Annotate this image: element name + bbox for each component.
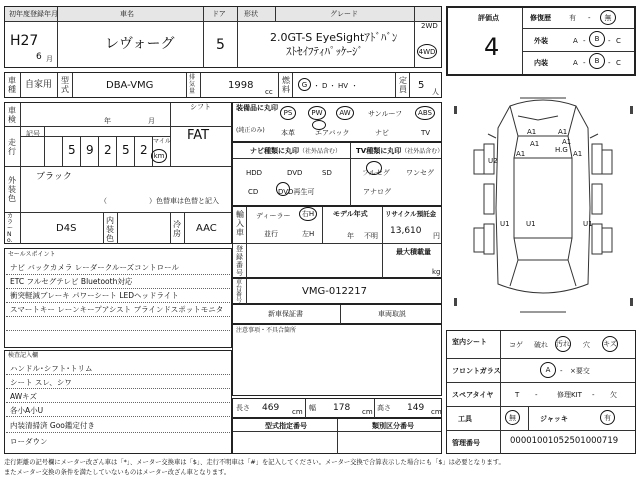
navi-cd: CD [248, 188, 259, 196]
fuel-hv: HV [338, 82, 349, 90]
shift-label: シフト [190, 103, 211, 111]
fuel-d: D [322, 82, 328, 90]
ac-value: AAC [196, 223, 217, 234]
equip-navi: ナビ [375, 129, 389, 137]
recycle-label: リサイクル預託金 [385, 210, 437, 218]
navi-dvd-play-mark [276, 182, 290, 196]
tv-oneseg: ワンセグ [406, 169, 434, 177]
recycle-unit: 円 [433, 232, 440, 240]
spare-label: スペアタイヤ [452, 391, 494, 399]
import-right-h-circled: 右H [299, 207, 317, 221]
fuel-dot3: ・ [351, 82, 358, 90]
tv-fullseg-mark [366, 161, 382, 175]
shaken-month-label: 月 [148, 117, 155, 125]
import-label: 輸入車 [236, 210, 244, 237]
model-value: DBA-VMG [106, 80, 154, 91]
equip-pw-circled: PW [308, 106, 326, 120]
navi-dvd-play: DVD再生可 [278, 188, 315, 196]
spare-dot2: - [592, 391, 595, 399]
fuel-label: 燃料 [282, 76, 290, 94]
repair-yes: 有 [569, 14, 576, 22]
interior-grade-dash2: - [608, 59, 611, 67]
equipment-subtitle: (純正のみ) [236, 127, 265, 134]
sales-line-3: 衝突軽減ブレーキ パワーシート LEDヘッドライト [10, 291, 179, 300]
sales-line-4: スマートキー レーンキープアシスト ブラインドスポットモニタ [10, 305, 224, 314]
drive-2wd: 2WD [421, 22, 438, 30]
score-label: 評価点 [478, 14, 499, 22]
front-glass-dash: - [560, 367, 563, 375]
jack-label: ジャッキ [540, 415, 568, 423]
color-code-label: カラーNo. [7, 213, 14, 244]
chassis-label: 車台番号 [236, 279, 243, 304]
notes-label: 注意事項・不具合箇所 [236, 327, 297, 334]
spare-kit: 修理KIT [557, 391, 582, 399]
footnote-line1: 走行距離の記号欄にメーター改ざん車は「*」、メーター交換車は「$」、走行不明車は「#」を記入してください。メーター交換で合算表示した場合にも「$」は必要となります。 [4, 459, 505, 466]
length-unit: cm [292, 408, 303, 416]
docs-box [232, 304, 442, 324]
first-reg-month: 6 [36, 52, 42, 62]
sales-line-1: ナビ バックカメラ レーダークルーズコントロール [10, 263, 180, 272]
equip-sunroof: サンルーフ [368, 110, 403, 118]
inspector-line-2: シート スレ、シワ [10, 378, 72, 387]
first-reg-label: 初年度登録年月 [9, 10, 58, 18]
max-load-unit: kg [432, 268, 441, 276]
tools-label: 工具 [458, 415, 472, 423]
footnote-line2: またメーター交換の条件を満たしていないものはメーター改ざん車となります。 [4, 469, 231, 476]
car-name-label: 車名 [120, 10, 134, 18]
tools-value-circled: 無 [505, 410, 520, 425]
model-year-year: 年 [347, 232, 354, 240]
spare-dot1: - [535, 391, 538, 399]
inspector-line-5: 内装清掃済 Goo鑑定付き [10, 421, 95, 430]
navi-dvd: DVD [287, 169, 303, 177]
exterior-grade-b-circled: B [589, 31, 605, 47]
seat-stain-circled: 汚れ [555, 336, 571, 352]
exterior-label: 外装色 [8, 176, 16, 203]
grade-line2: ｽﾄｾｲﾌﾃｨﾊﾟｯｹｰｼﾞ [286, 45, 363, 58]
damage-mark-a1-right-side: A1 [573, 150, 583, 158]
tv-fullseg: フルセグ [362, 169, 390, 177]
capacity-value: 5 [418, 80, 425, 91]
shaken-label: 車検 [8, 106, 16, 124]
sales-title: セールスポイント [8, 251, 56, 258]
navi-hdd: HDD [246, 169, 263, 177]
interior-seat-label: 室内シート [452, 338, 487, 346]
manage-label: 管理番号 [452, 439, 480, 447]
car-body-diagram [448, 88, 638, 326]
max-load-label: 最大積載量 [396, 248, 431, 256]
front-glass-a-circled: A [540, 362, 556, 378]
first-reg-year: H27 [10, 33, 39, 49]
equip-airbag-mark [312, 120, 326, 130]
front-glass-x: ×要交 [570, 367, 590, 375]
interior-grade-a: A [573, 59, 578, 67]
navi-sd: SD [322, 169, 332, 177]
km-circled: km [151, 149, 167, 163]
drive-4wd-circled: 4WD [417, 44, 437, 59]
inspector-line-3: AWキズ [10, 392, 37, 401]
spare-t: T [515, 391, 520, 399]
exterior-grade-dash1: - [583, 37, 586, 45]
exterior-color: ブラック [36, 172, 72, 182]
mileage-digit-5: 2 [140, 143, 148, 157]
interior-grade-b-circled: B [589, 53, 605, 69]
shift-value: FAT [187, 128, 210, 143]
height-label: 高さ [377, 404, 391, 412]
width-value: 178 [333, 403, 351, 413]
equipment-title: 装備品に丸印 [236, 104, 278, 112]
mile-label: マイル [153, 138, 171, 145]
capacity-unit: 人 [432, 88, 439, 96]
exterior-note-open: （ [100, 197, 107, 205]
width-label: 幅 [309, 404, 316, 412]
damage-mark-u1-mid: U1 [526, 220, 536, 228]
import-dealer: ディーラー [256, 212, 291, 220]
seat-tear: 破れ [534, 341, 548, 349]
equip-airbag: エアバック [315, 129, 350, 137]
displacement-label: 排気量 [189, 74, 196, 95]
displacement-value: 1998 [228, 80, 254, 91]
displacement-unit: cc [265, 88, 273, 96]
grade-label: グレード [330, 10, 358, 18]
manual: 車両取説 [378, 310, 406, 318]
exterior-grade-a: A [573, 37, 578, 45]
recycle-value: 13,610 [390, 226, 422, 236]
mileage-digit-2: 9 [86, 143, 94, 157]
interior-grade-dash1: - [583, 59, 586, 67]
mileage-digit-1: 5 [68, 143, 76, 157]
exterior-grade-dash2: - [608, 37, 611, 45]
damage-mark-u1-left: U1 [500, 220, 510, 228]
length-label: 長さ [236, 404, 250, 412]
seat-scratch-circled: キズ [602, 336, 618, 352]
doors-label: ドア [212, 10, 226, 18]
equip-tv: TV [421, 129, 431, 137]
equip-ps-circled: PS [280, 106, 296, 120]
navi-title: ナビ種類に丸印（社外品含む） [250, 147, 342, 155]
interior-grade-c: C [616, 59, 621, 67]
tv-title: TV種類に丸印（社外品含む） [356, 147, 444, 155]
fuel-g-circled: G [298, 78, 311, 91]
equip-leather: 本革 [281, 129, 295, 137]
category-label: 類別区分番号 [372, 422, 414, 430]
damage-mark-hg: H.G [555, 146, 568, 154]
length-value: 469 [262, 403, 280, 413]
type-designation-label: 型式指定番号 [265, 422, 307, 430]
model-year-label: モデル年式 [333, 210, 368, 218]
reg-number-label: 登録番号 [236, 245, 243, 277]
chassis-value: VMG-012217 [302, 286, 367, 297]
inspector-line-4: 各小A小U [10, 406, 44, 415]
ac-label: 冷房 [173, 220, 181, 238]
body-type-label: 形状 [244, 10, 258, 18]
car-name: レヴォーグ [105, 36, 175, 52]
seat-burn: コゲ [509, 341, 523, 349]
interior-color-label: 内装色 [106, 216, 114, 243]
model-label: 型式 [61, 76, 69, 94]
shaken-year-label: 年 [104, 117, 111, 125]
import-left-h: 左H [302, 230, 315, 238]
repair-no-circled: 無 [600, 10, 616, 25]
height-unit: cm [431, 408, 442, 416]
damage-mark-u2: U2 [488, 157, 498, 165]
damage-mark-a1-rear: A1 [562, 138, 572, 146]
first-reg-month-unit: 月 [46, 55, 53, 63]
damage-mark-a1-mid-left: A1 [530, 140, 540, 148]
score-value: 4 [484, 33, 500, 61]
inspector-line-1: ハンドル･シフト･トリム [10, 364, 93, 373]
inspector-line-6: ローダウン [10, 437, 48, 446]
height-value: 149 [407, 403, 425, 413]
front-glass-label: フロントガラス [452, 367, 501, 375]
color-code-value: D4S [56, 223, 77, 234]
damage-mark-u1-right: U1 [583, 220, 593, 228]
fuel-dot1: ・ [313, 82, 320, 90]
repair-label: 修復歴 [530, 14, 551, 22]
width-unit: cm [362, 408, 373, 416]
capacity-label: 定員 [399, 76, 407, 94]
seat-hole: 穴 [583, 341, 590, 349]
damage-mark-a1-front-right: A1 [558, 128, 568, 136]
usage-value: 自家用 [25, 80, 53, 90]
exterior-note: ）色替車は色替と記入 [149, 197, 219, 205]
fuel-dot2: ・ [329, 82, 336, 90]
exterior-grade-label: 外装 [534, 37, 548, 45]
mileage-digit-3: 2 [104, 143, 112, 157]
symbol-label: 記号 [26, 130, 40, 138]
vehicle-label: 車種 [8, 76, 16, 94]
spare-none: 欠 [610, 391, 617, 399]
model-year-unknown: 不明 [364, 232, 378, 240]
mileage-label: 走行 [8, 138, 16, 156]
equip-abs-circled: ABS [415, 106, 435, 120]
manage-value: 00001001052501000719 [510, 436, 619, 446]
sales-line-2: ETC フルセグテレビ Bluetooth対応 [10, 277, 133, 286]
damage-mark-a1-left-side: A1 [516, 150, 526, 158]
doors-value: 5 [216, 37, 225, 53]
jack-value-circled: 有 [600, 410, 615, 425]
inspector-title: 検査記入欄 [8, 352, 39, 359]
repair-dot: - [588, 14, 591, 22]
interior-grade-label: 内装 [534, 59, 548, 67]
tv-analog: アナログ [363, 188, 391, 196]
mileage-digit-4: 5 [122, 143, 130, 157]
equip-aw-circled: AW [336, 106, 354, 120]
exterior-grade-c: C [616, 37, 621, 45]
grade-line1: 2.0GT-S EyeSightｱﾄﾞﾊﾞﾝ [270, 31, 398, 44]
import-parallel: 並行 [264, 230, 278, 238]
damage-mark-a1-front-left: A1 [527, 128, 537, 136]
new-warranty: 新車保証書 [268, 310, 303, 318]
